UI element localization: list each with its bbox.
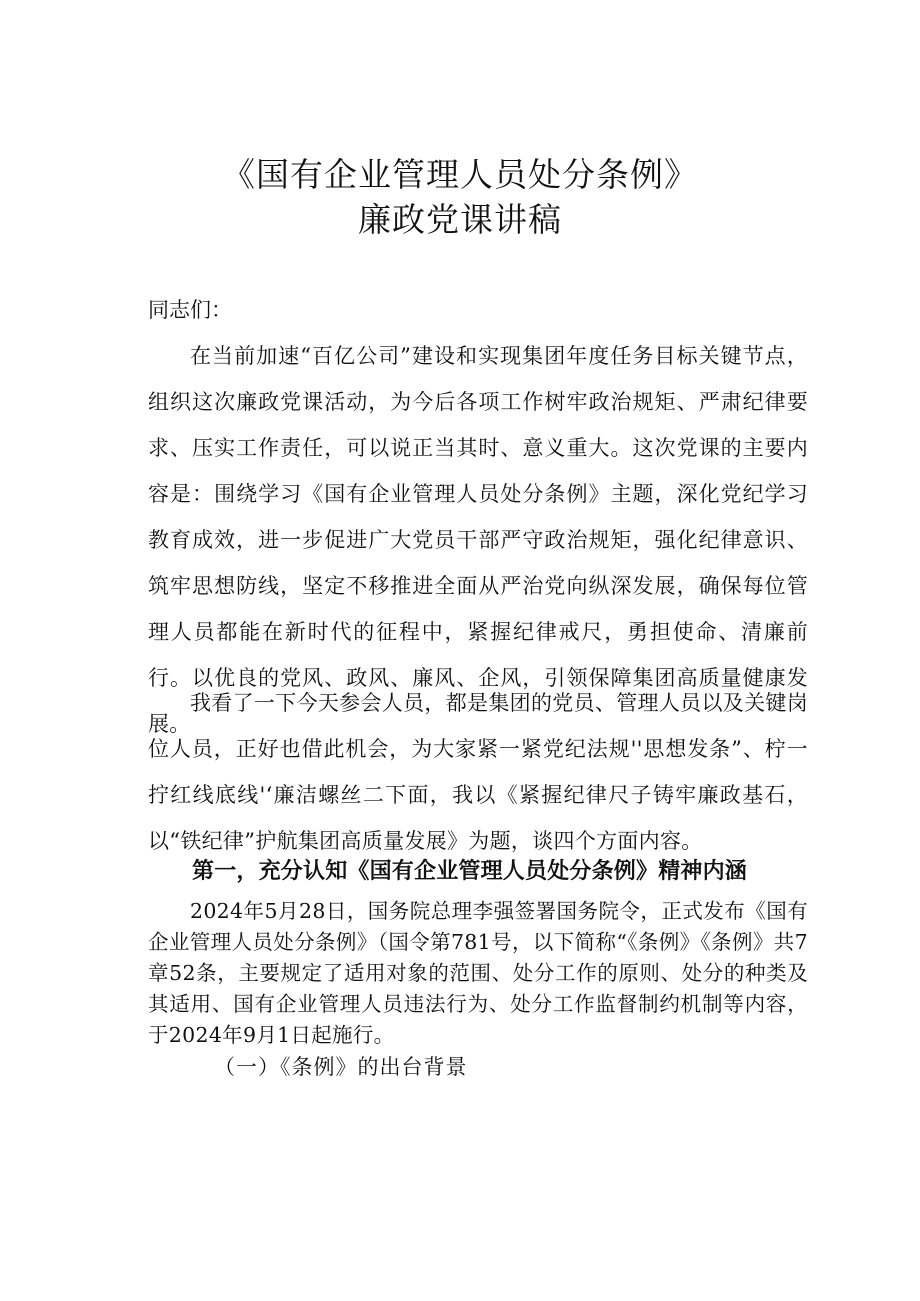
document-title-line2: 廉政党课讲稿 (358, 200, 562, 239)
section-heading: 第一，充分认知《国有企业管理人员处分条例》精神内涵 (192, 859, 748, 884)
subsection-heading: （一）《条例》的出台背景 (214, 1055, 468, 1079)
body-paragraph-intro: 在当前加速“百亿公司”建设和实现集团年度任务目标关键节点，组织这次廉政党课活动，为今后各项工作树牢政治规矩、严肃纪律要求、压实工作责任，可以说正当其时、意义重大。这次党课的主要内容是：围绕学习《国有企业管理人员处分条例》主题，深化党纪学习教育成效，进一步促进广大党员干部严守政治规矩，强化纪律意识、筑牢思想防线，坚定不移推进全面从严治党向纵深发展，确保每位管理人员都能在新时代的征程中，紧握纪律戒尺，勇担使命、清廉前行。以优良的党风、政风、廉风、企风，引领保障集团高质量健康发展。 (148, 344, 808, 736)
section-paragraph: 2024年5月28日，国务院总理李强签署国务院令，正式发布《国有企业管理人员处分条例》（国令第781号，以下简称“《条例》《条例》共7章52条，主要规定了适用对象的范围、处分工作的原则、处分的种类及其适用、国有企业管理人员违法行为、处分工作监督制约机制等内容，于2024年9月1日起施行。 (148, 899, 808, 1047)
body-paragraph-attendees: 我看了一下今天参会人员，都是集团的党员、管理人员以及关键岗位人员，正好也借此机会，为大家紧一紧党纪法规''思想发条”、柠一拧红线底线'‘廉洁螺丝二下面，我以《紧握纪律尺子铸牢廉政基石，以“铁纪律”护航集团高质量发展》为题，谈四个方面内容。 (148, 691, 808, 853)
greeting: 同志们： (148, 298, 232, 322)
document-title-line1: 《国有企业管理人员处分条例》 (222, 155, 698, 194)
